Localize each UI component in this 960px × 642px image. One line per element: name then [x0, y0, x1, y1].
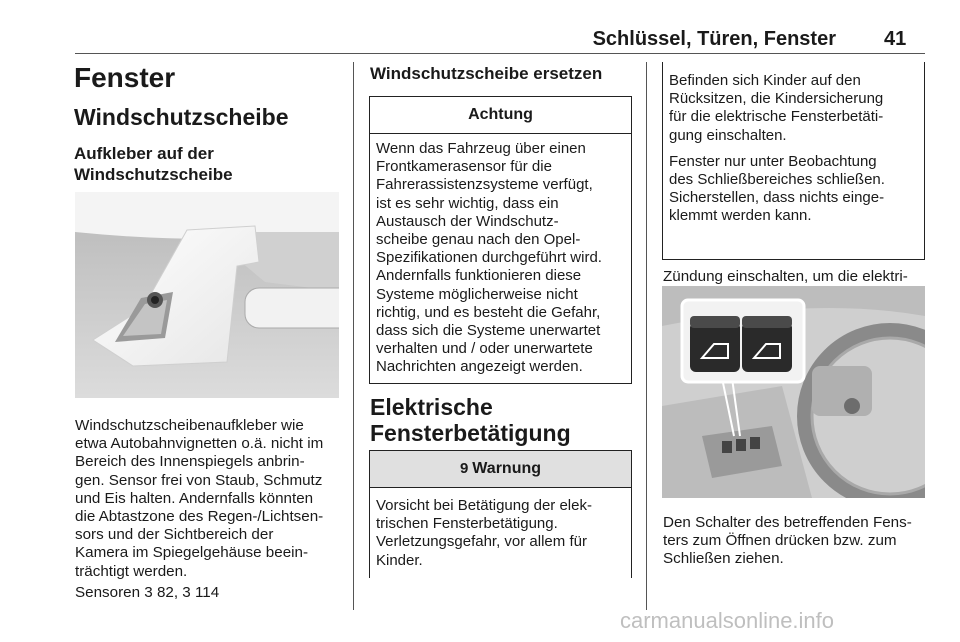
section-heading-elektrische-fensterbetaetigung: Elektrische Fensterbetätigung: [370, 394, 571, 446]
cross-reference-arrow-icon: 3: [182, 584, 191, 601]
switch-instruction: Den Schalter des betreffenden Fens- ters zum Öffnen drücken bzw. zum Schließen ziehen.: [663, 514, 912, 568]
cross-reference-arrow-icon: 3: [144, 584, 153, 601]
cross-reference-link[interactable]: 82,: [156, 584, 179, 601]
warning-title: 9 Warnung: [370, 451, 631, 488]
sticker-instructions-text: Windschutzscheibenaufkleber wie etwa Autobahnvignetten o.ä. nicht im Bereich des Innenspiegels anbrin- gen. Sensor frei von Staub, Schmutz und Eis halten. Andernfalls könnten die Abtastzone des Regen-/Lichtsen- sors und der Sichtbereich der Kamera im Spiegelgehäuse beein- trächtigt werden.: [75, 417, 324, 580]
page-number: 41: [884, 28, 907, 50]
sensor-cross-reference: Sensoren 3 82, 3 114: [75, 584, 220, 601]
window-switch-illustration: [662, 286, 925, 498]
caution-title: Achtung: [370, 97, 631, 134]
warning-box-continued: [662, 62, 925, 260]
caution-text: Wenn das Fahrzeug über einen Frontkamerasensor für die Fahrerassistenzsysteme verfügt, ist es sehr wichtig, dass ein Austausch der Windschutz- scheibe genau nach den Opel- Spezifikationen durchgeführt wird. Andernfalls funktionieren diese Systeme möglicherweise nicht richtig, und es besteht die Gefahr, dass sich die Systeme unerwartet verhalten und / oder unerwartete Nachrichten angezeigt werden.: [376, 140, 602, 376]
warning-box: [369, 450, 632, 578]
heading-windschutzscheibe-ersetzen: Windschutzscheibe ersetzen: [370, 64, 603, 83]
cross-reference-link[interactable]: 114: [194, 584, 220, 601]
closing-observation-advice: Fenster nur unter Beobachtung des Schließbereiches schließen. Sicherstellen, dass nichts einge- klemmt werden kann.: [669, 152, 885, 225]
column-divider-1: [353, 62, 354, 610]
header-rule: [75, 53, 925, 54]
warning-triangle-icon: 9: [459, 460, 469, 477]
windshield-sticker-illustration: [75, 192, 339, 398]
subsubheading-aufkleber: Aufkleber auf der Windschutzscheibe: [74, 144, 233, 184]
warning-text: Vorsicht bei Betätigung der elek- trischen Fensterbetätigung. Verletzungsgefahr, vor allem für Kinder.: [376, 497, 592, 569]
child-lock-advice: Befinden sich Kinder auf den Rücksitzen, die Kindersicherung für die elektrische Fensterbetäti- gung einschalten.: [669, 72, 884, 144]
ignition-instruction: Zündung einschalten, um die elektri-: [663, 268, 908, 285]
watermark: carmanualsonline.info: [620, 608, 835, 633]
section-heading-fenster: Fenster: [74, 62, 176, 93]
running-header-title: Schlüssel, Türen, Fenster: [592, 28, 836, 50]
caution-box: [369, 96, 632, 384]
column-divider-2: [646, 62, 647, 610]
subheading-windschutzscheibe: Windschutzscheibe: [74, 104, 289, 130]
